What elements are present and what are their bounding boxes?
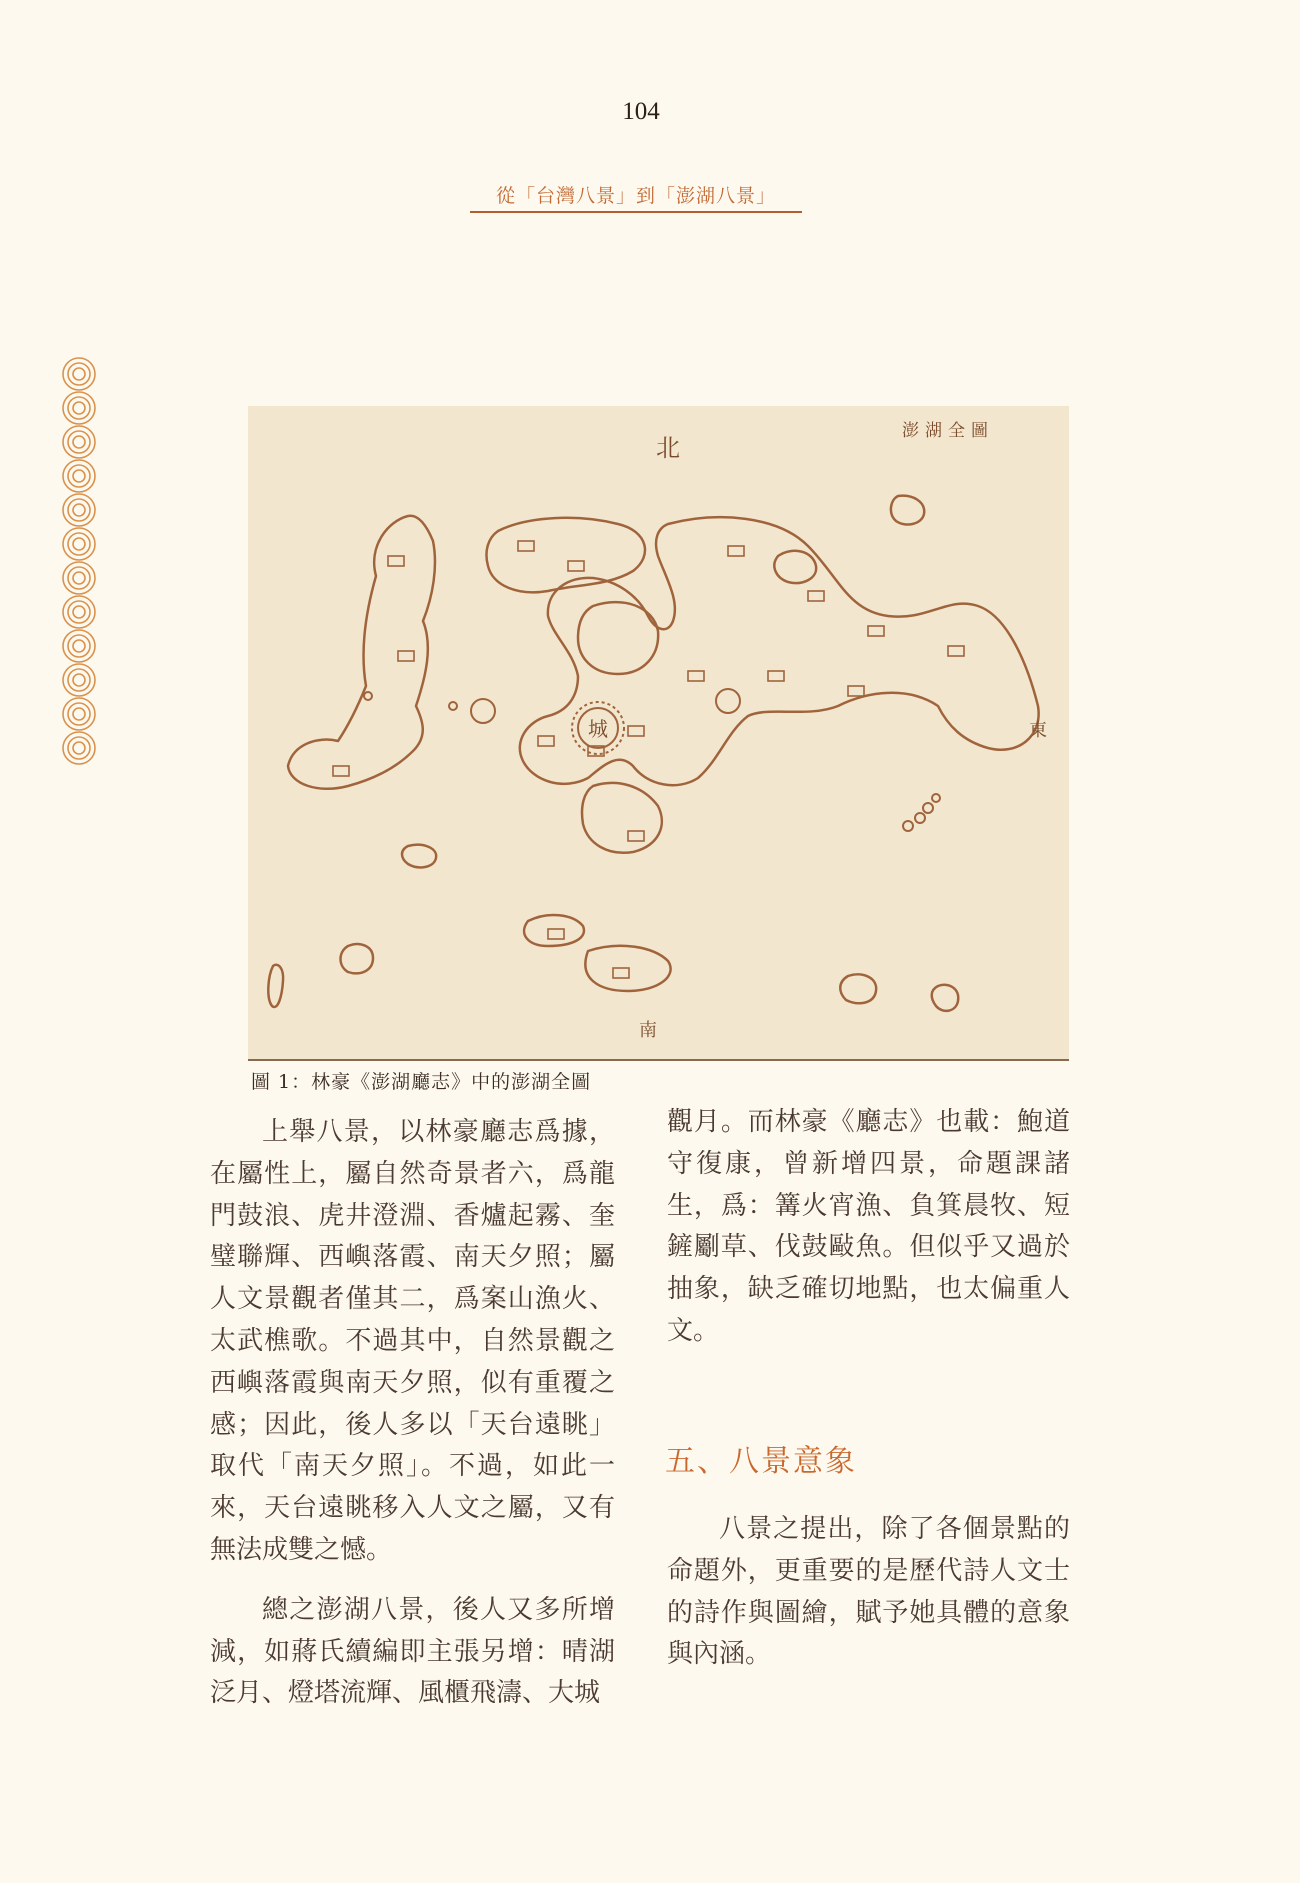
map-east-label: 東 bbox=[1029, 720, 1047, 741]
section-body bbox=[667, 1509, 1070, 1676]
page-number: 104 bbox=[622, 98, 660, 125]
map-title: 澎湖全圖 bbox=[902, 421, 994, 441]
side-ornament bbox=[58, 357, 100, 777]
left-column bbox=[210, 1112, 615, 1715]
figure-caption: 圖 1：林豪《澎湖廳志》中的澎湖全圖 bbox=[251, 1071, 592, 1093]
map-city-label: 城 bbox=[588, 717, 608, 741]
map-north-label: 北 bbox=[656, 434, 680, 462]
map-south-label: 南 bbox=[639, 1020, 657, 1041]
section-paragraph: 八景之提出，除了各個景點的命題外，更重要的是歷代詩人文士的詩作與圖繪，賦予她具體的意象與內涵。 bbox=[667, 1514, 1070, 1670]
running-header: 從「台灣八景」到「澎湖八景」 bbox=[470, 181, 802, 213]
right-column bbox=[667, 1102, 1070, 1353]
left-paragraph-1: 上舉八景，以林豪廳志爲據，在屬性上，屬自然奇景者六，爲龍門鼓浪、虎井澄淵、香爐起霧、奎璧聯輝、西嶼落霞、南天夕照；屬人文景觀者僅其二，爲案山漁火、太武樵歌。不過其中，自然景觀之西嶼落霞與南天夕照，似有重覆之感；因此，後人多以「天台遠眺」取代「南天夕照」。不過，如此一來，天台遠眺移入人文之屬，又有無法成雙之憾。 bbox=[210, 1117, 615, 1565]
section-heading: 五、八景意象 bbox=[665, 1444, 857, 1479]
left-paragraph-2: 總之澎湖八景，後人又多所增減，如蔣氏續編即主張另增：晴湖泛月、燈塔流輝、風櫃飛濤、大城 bbox=[210, 1594, 615, 1709]
right-paragraph-1: 觀月。而林豪《廳志》也載：鮑道守復康，曾新增四景，命題課諸生，爲：篝火宵漁、負箕晨牧、短鏟劚草、伐鼓敺魚。但似乎又過於抽象，缺乏確切地點，也太偏重人文。 bbox=[667, 1107, 1070, 1346]
penghu-map-figure bbox=[248, 406, 1069, 1061]
